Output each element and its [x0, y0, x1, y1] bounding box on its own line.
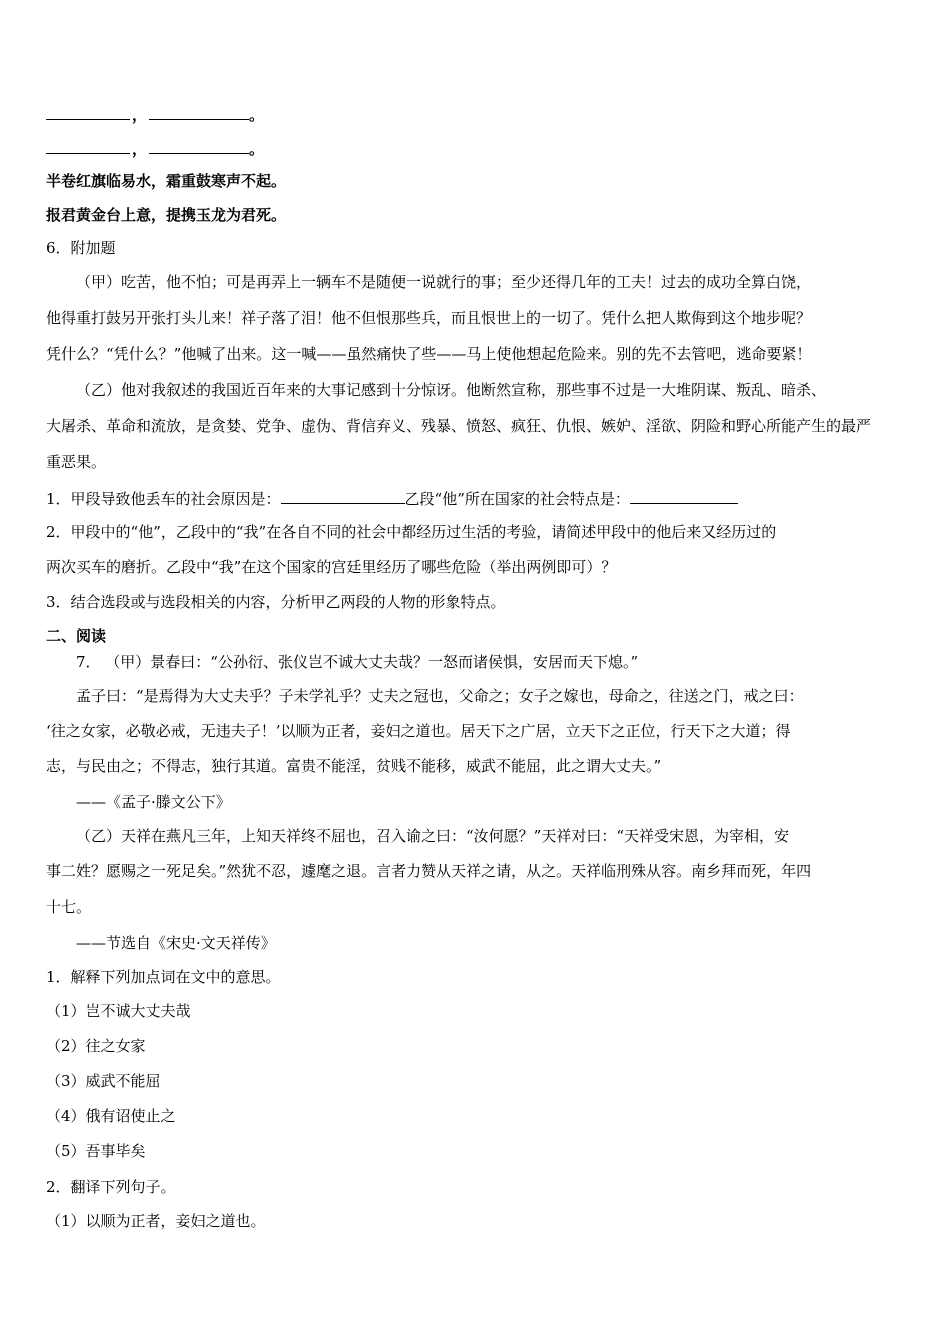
q7-yi-line-2: 事二姓？愿赐之一死足矣。”然犹不忍，遽麾之退。言者力赞从天祥之请，从之。天祥临刑殊从容。南乡拜而死，年四 [46, 862, 812, 880]
q7-yi-line-1: （乙）天祥在燕凡三年，上知天祥终不屈也，召入谕之曰：“汝何愿？”天祥对曰：“天祥受宋恩，为宰相，安 [76, 827, 790, 845]
answer-blank[interactable] [46, 137, 130, 154]
q7-sub2-item: （1）以顺为正者，妾妇之道也。 [46, 1212, 266, 1230]
poem-blank-line-2 [46, 137, 264, 159]
period: 。 [249, 106, 265, 124]
answer-blank[interactable] [149, 103, 249, 120]
q7-jia-line-3: ‘往之女家，必敬必戒，无违夫子！’以顺为正者，妾妇之道也。居天下之广居，立天下之正位，行天下之大道；得 [46, 722, 791, 740]
comma: ， [132, 106, 148, 124]
q6-q1-part-b: 乙段“他”所在国家的社会特点是： [404, 490, 630, 508]
q6-question-1 [46, 487, 738, 509]
q7-sub1-heading: 1．解释下列加点词在文中的意思。 [46, 968, 281, 986]
section-heading-reading: 二、阅读 [46, 627, 107, 645]
q6-question-2-line-2: 两次买车的磨折。乙段中“我”在这个国家的宫廷里经历了哪些危险（举出两例即可）？ [46, 558, 617, 576]
answer-blank[interactable] [149, 137, 249, 154]
poem-blank-line-1 [46, 103, 264, 125]
q7-yi-line-3: 十七。 [46, 898, 92, 916]
q6-question-3: 3．结合选段或与选段相关的内容，分析甲乙两段的人物的形象特点。 [46, 593, 506, 611]
q6-yi-line-2: 大屠杀、革命和流放，是贪婪、党争、虚伪、背信弃义、残暴、愤怒、疯狂、仇恨、嫉妒、淫欲、阴险和野心所能产生的最严 [46, 417, 872, 435]
q6-q1-part-a: 1．甲段导致他丢车的社会原因是： [46, 490, 281, 508]
q7-sub1-item: （5）吾事毕矣 [46, 1142, 146, 1160]
q7-jia-line-1: 7． （甲）景春曰：“公孙衍、张仪岂不诚大丈夫哉？一怒而诸侯惧，安居而天下熄。” [76, 653, 639, 671]
comma: ， [132, 140, 148, 158]
q6-yi-line-1: （乙）他对我叙述的我国近百年来的大事记感到十分惊讶。他断然宣称，那些事不过是一大堆阴谋、叛乱、暗杀、 [76, 381, 827, 399]
q7-sub1-item: （2）往之女家 [46, 1037, 146, 1055]
q7-jia-line-2: 孟子曰：“是焉得为大丈夫乎？子未学礼乎？丈夫之冠也，父命之；女子之嫁也，母命之，往送之门，戒之曰： [76, 687, 804, 705]
q7-source-jia: ——《孟子·滕文公下》 [76, 793, 231, 811]
q6-jia-line-3: 凭什么？“凭什么？”他喊了出来。这一喊——虽然痛快了些——马上使他想起危险来。别的先不去管吧，逃命要紧！ [46, 345, 812, 363]
answer-blank[interactable] [281, 487, 405, 504]
period: 。 [249, 140, 265, 158]
q6-heading: 6．附加题 [46, 239, 116, 257]
q7-sub1-item: （4）俄有诏使止之 [46, 1107, 176, 1125]
q7-sub1-item: （1）岂不诚大丈夫哉 [46, 1002, 191, 1020]
q6-question-2-line-1: 2．甲段中的“他”，乙段中的“我”在各自不同的社会中都经历过生活的考验，请简述甲段中的他后来又经历过的 [46, 523, 777, 541]
poem-line-3: 半卷红旗临易水，霜重鼓寒声不起。 [46, 172, 287, 190]
q7-sub2-heading: 2．翻译下列句子。 [46, 1178, 176, 1196]
answer-blank[interactable] [630, 487, 738, 504]
q7-sub1-item: （3）威武不能屈 [46, 1072, 161, 1090]
q6-jia-line-1: （甲）吃苦，他不怕；可是再弄上一辆车不是随便一说就行的事；至少还得几年的工夫！过去的成功全算白饶， [76, 273, 812, 291]
poem-line-4: 报君黄金台上意，提携玉龙为君死。 [46, 206, 287, 224]
q7-source-yi: ——节选自《宋史·文天祥传》 [76, 934, 276, 952]
answer-blank[interactable] [46, 103, 130, 120]
q6-jia-line-2: 他得重打鼓另开张打头儿来！祥子落了泪！他不但恨那些兵，而且恨世上的一切了。凭什么把人欺侮到这个地步呢？ [46, 309, 812, 327]
q7-jia-line-4: 志，与民由之；不得志，独行其道。富贵不能淫，贫贱不能移，威武不能屈，此之谓大丈夫。” [46, 757, 662, 775]
q6-yi-line-3: 重恶果。 [46, 453, 107, 471]
